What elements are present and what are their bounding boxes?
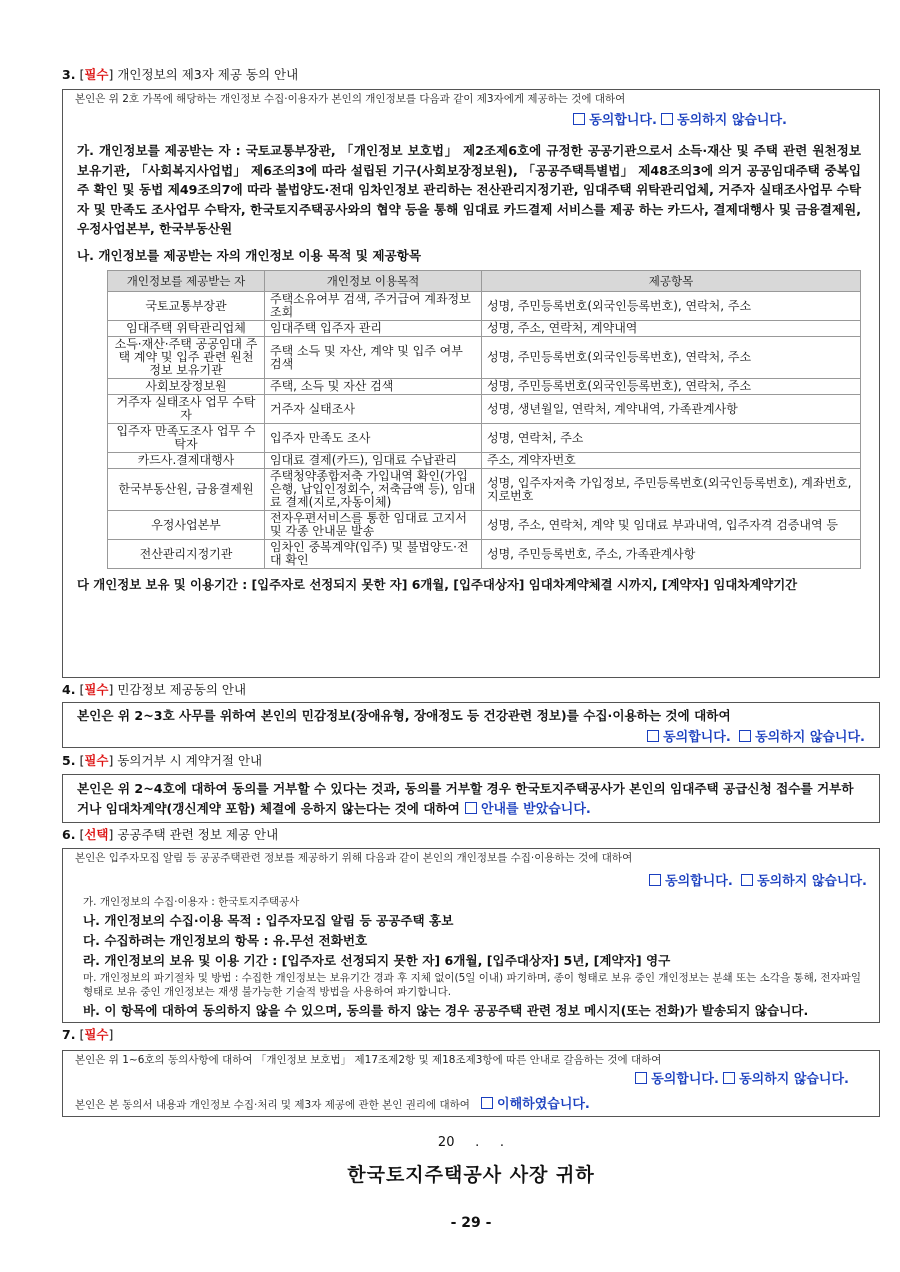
recipients-table bbox=[107, 270, 861, 569]
section-3-box bbox=[62, 89, 880, 678]
understand-option[interactable]: 이해하였습니다. bbox=[481, 1097, 590, 1112]
table-row bbox=[108, 292, 861, 321]
section-6-item-na: 나. 개인정보의 수집·이용 목적 : 입주자모집 알림 등 공공주택 홍보 bbox=[83, 912, 454, 928]
section-7-consent bbox=[75, 1068, 867, 1087]
section-7-box bbox=[62, 1050, 880, 1117]
section-3-title: 3. [필수] 개인정보의 제3자 제공 동의 안내 bbox=[62, 67, 299, 82]
agree-option[interactable]: 동의합니다. bbox=[635, 1072, 719, 1087]
items-cell: 성명, 주소, 연락처, 계약내역 bbox=[482, 321, 861, 337]
purpose-cell: 주택, 소득 및 자산 검색 bbox=[265, 379, 482, 395]
table-header: 제공항목 bbox=[482, 271, 861, 292]
section-6-item-ma: 마. 개인정보의 파기절차 및 방법 : 수집한 개인정보는 보유기간 경과 후 지체 없이(5일 이내) 파기하며, 종이 형태로 보유 중인 개인정보는 분쇄 또는 소각을 통해, 전자파일 형태로 보유 중인 개인정보는 재생 불가능한 기술적 방법을 사용하여 파기합니다. bbox=[83, 971, 861, 998]
section-4-title: 4. [필수] 민감정보 제공동의 안내 bbox=[62, 682, 247, 697]
section-7-line1: 본인은 위 1~6호의 동의사항에 대하여 「개인정보 보호법」 제17조제2항 및 제18조제3항에 따른 안내로 갈음하는 것에 대하여 bbox=[75, 1053, 662, 1066]
section-3-intro: 본인은 위 2호 가목에 해당하는 개인정보 수집·이용자가 본인의 개인정보를 다음과 같이 제3자에게 제공하는 것에 대하여 bbox=[75, 93, 626, 105]
section-7-title: 7. [필수] bbox=[62, 1026, 114, 1042]
table-row bbox=[108, 424, 861, 453]
agree-option[interactable]: 동의합니다. bbox=[647, 730, 731, 745]
items-cell: 성명, 연락처, 주소 bbox=[482, 424, 861, 453]
checkbox-icon[interactable] bbox=[647, 730, 659, 742]
section-6-item-ba: 바. 이 항목에 대하여 동의하지 않을 수 있으며, 동의를 하지 않는 경우 공공주택 관련 정보 메시지(또는 전화)가 발송되지 않습니다. bbox=[83, 1002, 809, 1018]
checkbox-icon[interactable] bbox=[649, 874, 661, 886]
purpose-cell: 입주자 만족도 조사 bbox=[265, 424, 482, 453]
section-4-consent bbox=[77, 726, 865, 745]
table-row bbox=[108, 453, 861, 469]
section-6-box bbox=[62, 848, 880, 1023]
checkbox-icon[interactable] bbox=[481, 1097, 493, 1109]
section-4-text: 본인은 위 2~3호 사무를 위하여 본인의 민감정보(장애유형, 장애정도 등 건강관련 정보)를 수집·이용하는 것에 대하여 bbox=[77, 708, 731, 723]
purpose-cell: 임대주택 입주자 관리 bbox=[265, 321, 482, 337]
purpose-cell: 주택청약종합저축 가입내역 확인(가입은행, 납입인정회수, 저축금액 등), 임대료 결제(지로,자동이체) bbox=[265, 469, 482, 511]
section-6-item-ga: 가. 개인정보의 수집·이용자 : 한국토지주택공사 bbox=[83, 895, 300, 908]
checkbox-icon[interactable] bbox=[465, 802, 477, 814]
date-line: 20 . . bbox=[437, 1134, 505, 1150]
table-row bbox=[108, 337, 861, 379]
recipient-cell: 전산관리지정기관 bbox=[108, 540, 265, 569]
addressee: 한국토지주택공사 사장 귀하 bbox=[347, 1163, 595, 1186]
items-cell: 성명, 주민등록번호(외국인등록번호), 연락처, 주소 bbox=[482, 379, 861, 395]
section-4-box bbox=[62, 702, 880, 748]
recipient-cell: 거주자 실태조사 업무 수탁자 bbox=[108, 395, 265, 424]
section-6-consent bbox=[75, 870, 867, 889]
table-row bbox=[108, 469, 861, 511]
items-cell: 성명, 주소, 연락처, 계약 및 임대료 부과내역, 입주자격 검증내역 등 bbox=[482, 511, 861, 540]
table-row bbox=[108, 540, 861, 569]
disagree-option[interactable]: 동의하지 않습니다. bbox=[661, 113, 787, 128]
purpose-cell: 주택소유여부 검색, 주거급여 계좌정보조회 bbox=[265, 292, 482, 321]
agree-option[interactable]: 동의합니다. bbox=[573, 113, 657, 128]
section-title-text: 동의거부 시 계약거절 안내 bbox=[117, 752, 263, 768]
checkbox-icon[interactable] bbox=[739, 730, 751, 742]
section-6-title: 6. [선택] 공공주택 관련 정보 제공 안내 bbox=[62, 826, 279, 842]
required-tag: 필수 bbox=[84, 67, 109, 82]
table-row bbox=[108, 395, 861, 424]
section-title-text: 개인정보의 제3자 제공 동의 안내 bbox=[117, 67, 299, 82]
recipient-cell: 입주자 만족도조사 업무 수탁자 bbox=[108, 424, 265, 453]
checkbox-icon[interactable] bbox=[573, 113, 585, 125]
section-title-text: 민감정보 제공동의 안내 bbox=[117, 682, 247, 697]
page-number: - 29 - bbox=[450, 1214, 492, 1231]
required-tag: 필수 bbox=[84, 682, 109, 697]
section-7-line2: 본인은 본 동의서 내용과 개인정보 수집·처리 및 제3자 제공에 관한 본인 권리에 대하여 bbox=[75, 1098, 470, 1111]
section-number: 6. bbox=[62, 826, 76, 842]
section-5-box bbox=[62, 774, 880, 823]
section-title-text: 공공주택 관련 정보 제공 안내 bbox=[117, 826, 279, 842]
consent-document bbox=[62, 66, 880, 1231]
section-5-title: 5. [필수] 동의거부 시 계약거절 안내 bbox=[62, 752, 263, 768]
purpose-cell: 임차인 중복계약(입주) 및 불법양도·전대 확인 bbox=[265, 540, 482, 569]
recipient-cell: 임대주택 위탁관리업체 bbox=[108, 321, 265, 337]
checkbox-icon[interactable] bbox=[723, 1072, 735, 1084]
items-cell: 성명, 입주자저축 가입정보, 주민등록번호(외국인등록번호), 계좌번호, 지로번호 bbox=[482, 469, 861, 511]
section-3-purpose-heading: 나. 개인정보를 제공받는 자의 개인정보 이용 목적 및 제공항목 bbox=[77, 247, 421, 263]
section-5-text: 본인은 위 2~4호에 대하여 동의를 거부할 수 있다는 것과, 동의를 거부할 경우 한국토지주택공사가 본인의 임대주택 공급신청 접수를 거부하거나 임대차계약(갱신계약 포함) 체결에 응하지 않는다는 것에 대하여 bbox=[77, 780, 854, 816]
required-tag: 필수 bbox=[84, 1026, 109, 1042]
table-header: 개인정보를 제공받는 자 bbox=[108, 271, 265, 292]
items-cell: 성명, 생년월일, 연락처, 계약내역, 가족관계사항 bbox=[482, 395, 861, 424]
recipient-cell: 소득·재산·주택 공공임대 주택 계약 및 입주 관련 원천정보 보유기관 bbox=[108, 337, 265, 379]
agree-option[interactable]: 동의합니다. bbox=[649, 874, 733, 889]
acknowledge-option[interactable]: 안내를 받았습니다. bbox=[465, 802, 591, 817]
recipient-cell: 우정사업본부 bbox=[108, 511, 265, 540]
recipient-cell: 카드사.결제대행사 bbox=[108, 453, 265, 469]
section-number: 5. bbox=[62, 752, 76, 768]
section-6-intro: 본인은 입주자모집 알림 등 공공주택관련 정보를 제공하기 위해 다음과 같이 본인의 개인정보를 수집·이용하는 것에 대하여 bbox=[75, 851, 633, 864]
section-3-retention: 다 개인정보 보유 및 이용기간 : [입주자로 선정되지 못한 자] 6개월, [입주대상자] 임대차계약체결 시까지, [계약자] 임대차계약기간 bbox=[77, 577, 798, 592]
section-number: 4. bbox=[62, 682, 76, 697]
section-7-line2-wrap bbox=[75, 1093, 867, 1113]
table-header-row bbox=[108, 271, 861, 292]
required-tag: 필수 bbox=[84, 752, 109, 768]
table-row bbox=[108, 511, 861, 540]
table-header: 개인정보 이용목적 bbox=[265, 271, 482, 292]
disagree-option[interactable]: 동의하지 않습니다. bbox=[741, 874, 867, 889]
items-cell: 성명, 주민등록번호(외국인등록번호), 연락처, 주소 bbox=[482, 337, 861, 379]
disagree-option[interactable]: 동의하지 않습니다. bbox=[723, 1072, 849, 1087]
recipient-cell: 한국부동산원, 금융결제원 bbox=[108, 469, 265, 511]
items-cell: 성명, 주민등록번호, 주소, 가족관계사항 bbox=[482, 540, 861, 569]
purpose-cell: 거주자 실태조사 bbox=[265, 395, 482, 424]
section-number: 3. bbox=[62, 67, 76, 82]
section-3-consent bbox=[75, 109, 867, 128]
section-6-item-ra: 라. 개인정보의 보유 및 이용 기간 : [입주자로 선정되지 못한 자] 6개월, [입주대상자] 5년, [계약자] 영구 bbox=[83, 952, 671, 968]
purpose-cell: 전자우편서비스를 통한 임대료 고지서 및 각종 안내문 발송 bbox=[265, 511, 482, 540]
optional-tag: 선택 bbox=[84, 826, 109, 842]
section-6-item-da: 다. 수집하려는 개인정보의 항목 : 유.무선 전화번호 bbox=[83, 932, 368, 948]
section-number: 7. bbox=[62, 1026, 76, 1042]
items-cell: 성명, 주민등록번호(외국인등록번호), 연락처, 주소 bbox=[482, 292, 861, 321]
checkbox-icon[interactable] bbox=[661, 113, 673, 125]
checkbox-icon[interactable] bbox=[741, 874, 753, 886]
recipient-cell: 국토교통부장관 bbox=[108, 292, 265, 321]
purpose-cell: 주택 소득 및 자산, 계약 및 입주 여부 검색 bbox=[265, 337, 482, 379]
table-row bbox=[108, 321, 861, 337]
purpose-cell: 임대료 결제(카드), 임대료 수납관리 bbox=[265, 453, 482, 469]
table-row bbox=[108, 379, 861, 395]
section-3-recipients: 가. 개인정보를 제공받는 자 : 국토교통부장관, 「개인정보 보호법」 제2조제6호에 규정한 공공기관으로서 소득·재산 및 주택 관련 원천정보 보유기관, 「사회복지사업법」 제6조의3에 따라 설립된 기구(사회보장정보원), 「공공주택특별법」 제48조의3에 의거 공공임대주택 중복입주 확인 및 동법 제49조의7에 따라 불법양도·전대 임차인정보 관리하는 전산관리지정기관, 임대주택 위탁관리업체, 거주자 실태조사업무 수탁자 및 만족도 조사업무 수탁자, 한국토지주택공사와의 협약 등을 통해 임대료 카드결제 서비스를 제공 하는 카드사, 결제대행사 및 금융결제원, 우정사업본부, 한국부동산원 bbox=[77, 143, 861, 236]
disagree-option[interactable]: 동의하지 않습니다. bbox=[739, 730, 865, 745]
items-cell: 주소, 계약자번호 bbox=[482, 453, 861, 469]
checkbox-icon[interactable] bbox=[635, 1072, 647, 1084]
recipient-cell: 사회보장정보원 bbox=[108, 379, 265, 395]
